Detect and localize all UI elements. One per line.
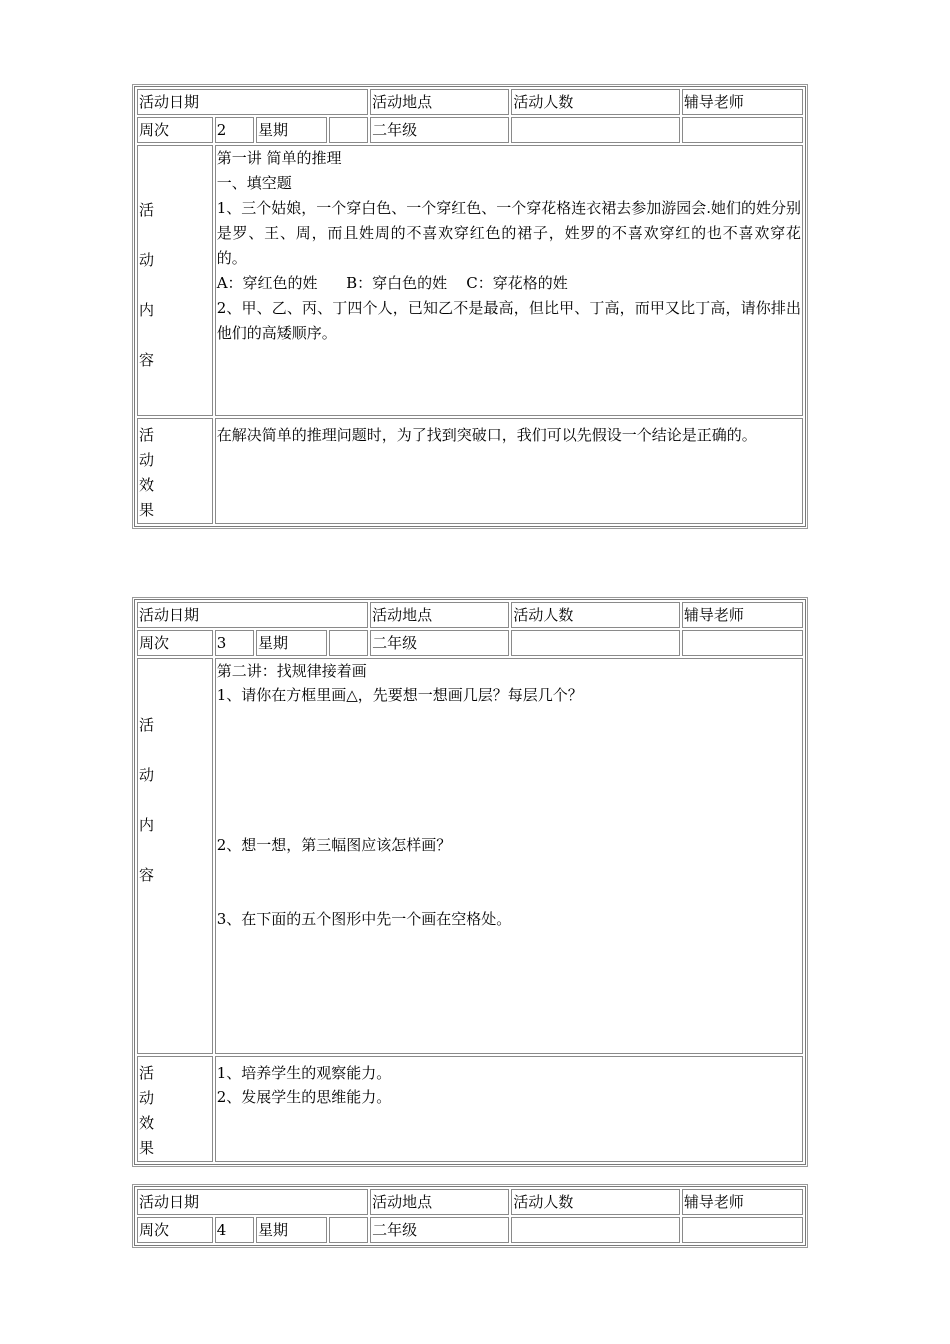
people-value xyxy=(511,1217,680,1243)
activity-effect xyxy=(215,418,803,524)
question-2: 2、想一想，第三幅图应该怎样画？ xyxy=(216,836,452,854)
label-activity-content: 活 动 内 容 xyxy=(137,658,213,1054)
label-activity-effect: 活 动 效 果 xyxy=(137,1056,213,1162)
teacher-value xyxy=(682,1217,803,1243)
teacher-value xyxy=(682,117,803,143)
label-activity-people: 活动人数 xyxy=(511,602,680,628)
people-value xyxy=(511,630,680,656)
label-weekday: 星期 xyxy=(256,117,327,143)
activity-table xyxy=(135,1187,805,1245)
weekday-value xyxy=(329,1217,368,1243)
teacher-value xyxy=(682,630,803,656)
label-weekday: 星期 xyxy=(256,1217,327,1243)
grade-value: 二年级 xyxy=(370,117,509,143)
label-activity-content: 活 动 内 容 xyxy=(137,145,213,416)
activity-sheet-week-2 xyxy=(134,86,806,527)
label-weekday: 星期 xyxy=(256,630,327,656)
question-1: 1、三个姑娘，一个穿白色、一个穿红色、一个穿花格连衣裙去参加游园会.她们的姓分别是罗、王、周，而且姓周的不喜欢穿红色的裙子，姓罗的不喜欢穿红的也不喜欢穿花的。 xyxy=(216,199,802,267)
label-tutor-teacher: 辅导老师 xyxy=(682,89,803,115)
label-tutor-teacher: 辅导老师 xyxy=(682,602,803,628)
label-activity-effect: 活 动 效 果 xyxy=(137,418,213,524)
weekday-value xyxy=(329,117,368,143)
label-activity-place: 活动地点 xyxy=(370,602,509,628)
week-number: 4 xyxy=(215,1217,254,1243)
effect-line: 1、培养学生的观察能力。 xyxy=(216,1064,392,1082)
effect-line: 在解决简单的推理问题时，为了找到突破口，我们可以先假设一个结论是正确的。 xyxy=(216,426,757,444)
activity-sheet-week-3 xyxy=(134,599,806,1165)
activity-sheet-week-4 xyxy=(134,1186,806,1246)
label-activity-date: 活动日期 xyxy=(137,89,368,115)
label-activity-people: 活动人数 xyxy=(511,1189,680,1215)
lesson-title: 第一讲 简单的推理 xyxy=(216,149,342,167)
question-2: 2、甲、乙、丙、丁四个人，已知乙不是最高，但比甲、丁高，而甲又比丁高，请你排出他们的高矮顺序。 xyxy=(216,299,801,342)
grade-value: 二年级 xyxy=(370,1217,509,1243)
label-week: 周次 xyxy=(137,630,213,656)
answer-options: A：穿红色的姓 B：穿白色的姓 C：穿花格的姓 xyxy=(216,274,568,292)
label-activity-date: 活动日期 xyxy=(137,1189,368,1215)
people-value xyxy=(511,117,680,143)
question-1: 1、请你在方框里画△，先要想一想画几层？每层几个？ xyxy=(216,686,583,704)
week-number: 2 xyxy=(215,117,254,143)
label-activity-place: 活动地点 xyxy=(370,89,509,115)
label-activity-place: 活动地点 xyxy=(370,1189,509,1215)
effect-line: 2、发展学生的思维能力。 xyxy=(216,1088,392,1106)
label-activity-date: 活动日期 xyxy=(137,602,368,628)
week-number: 3 xyxy=(215,630,254,656)
activity-content xyxy=(215,145,803,416)
label-week: 周次 xyxy=(137,117,213,143)
label-tutor-teacher: 辅导老师 xyxy=(682,1189,803,1215)
drawing-area xyxy=(217,707,801,833)
lesson-title: 第二讲：找规律接着画 xyxy=(216,662,367,680)
activity-effect xyxy=(215,1056,803,1162)
activity-table xyxy=(135,600,805,1164)
activity-content xyxy=(215,658,803,1054)
grade-value: 二年级 xyxy=(370,630,509,656)
drawing-area xyxy=(217,857,801,907)
question-3: 3、在下面的五个图形中先一个画在空格处。 xyxy=(216,910,512,928)
weekday-value xyxy=(329,630,368,656)
label-week: 周次 xyxy=(137,1217,213,1243)
activity-table xyxy=(135,87,805,526)
label-activity-people: 活动人数 xyxy=(511,89,680,115)
section-heading: 一、填空题 xyxy=(216,174,292,192)
